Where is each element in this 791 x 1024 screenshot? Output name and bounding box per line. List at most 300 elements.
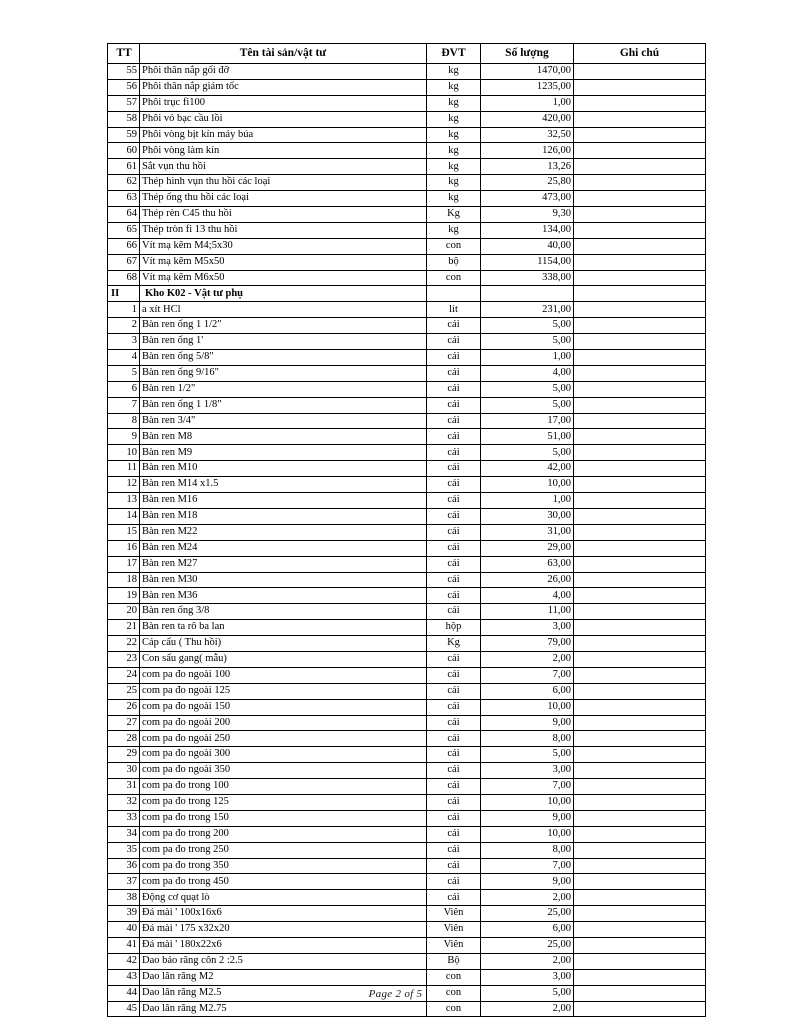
- cell-qty: 8,00: [481, 842, 574, 858]
- cell-note: [574, 667, 706, 683]
- cell-unit: Kg: [427, 207, 481, 223]
- cell-name: com pa đo trong 350: [140, 858, 427, 874]
- table-row: [108, 318, 706, 334]
- cell-qty: 1154,00: [481, 254, 574, 270]
- table-section-row: [108, 286, 706, 302]
- cell-tt: 31: [108, 779, 140, 795]
- cell-tt: 41: [108, 937, 140, 953]
- table-row: [108, 191, 706, 207]
- cell-name: Bàn ren M18: [140, 508, 427, 524]
- cell-note: [574, 175, 706, 191]
- cell-qty: 4,00: [481, 588, 574, 604]
- table-row: [108, 175, 706, 191]
- table-row: [108, 794, 706, 810]
- cell-note: [574, 604, 706, 620]
- cell-name: Đá mài ' 100x16x6: [140, 906, 427, 922]
- cell-note: [574, 286, 706, 302]
- cell-unit: cái: [427, 445, 481, 461]
- cell-tt: 4: [108, 350, 140, 366]
- cell-tt: 65: [108, 222, 140, 238]
- inventory-table-container: [107, 43, 705, 1017]
- cell-name: Phôi vỏ bạc cầu lồi: [140, 111, 427, 127]
- cell-qty: 5,00: [481, 985, 574, 1001]
- table-row: [108, 922, 706, 938]
- cell-unit: cái: [427, 477, 481, 493]
- cell-name: Bàn ren M10: [140, 461, 427, 477]
- cell-name: com pa đo ngoài 300: [140, 747, 427, 763]
- cell-tt: 42: [108, 953, 140, 969]
- cell-tt: 28: [108, 731, 140, 747]
- cell-tt: 21: [108, 620, 140, 636]
- cell-tt: 30: [108, 763, 140, 779]
- cell-name: Bàn ren M14 x1.5: [140, 477, 427, 493]
- cell-note: [574, 826, 706, 842]
- cell-tt: 7: [108, 397, 140, 413]
- table-row: [108, 95, 706, 111]
- cell-unit: cái: [427, 858, 481, 874]
- table-row: [108, 699, 706, 715]
- cell-note: [574, 508, 706, 524]
- cell-unit: cái: [427, 683, 481, 699]
- cell-unit: cái: [427, 763, 481, 779]
- cell-name: Thép tròn fi 13 thu hồi: [140, 222, 427, 238]
- cell-note: [574, 111, 706, 127]
- cell-note: [574, 731, 706, 747]
- table-row: [108, 207, 706, 223]
- cell-tt: 36: [108, 858, 140, 874]
- cell-tt: 32: [108, 794, 140, 810]
- cell-unit: cái: [427, 318, 481, 334]
- cell-qty: 11,00: [481, 604, 574, 620]
- table-row: [108, 604, 706, 620]
- cell-qty: 10,00: [481, 794, 574, 810]
- cell-qty: 1470,00: [481, 64, 574, 80]
- cell-tt: 3: [108, 334, 140, 350]
- cell-tt: 24: [108, 667, 140, 683]
- cell-unit: cái: [427, 572, 481, 588]
- table-body: [108, 64, 706, 1017]
- cell-note: [574, 620, 706, 636]
- cell-name: a xít HCl: [140, 302, 427, 318]
- cell-note: [574, 365, 706, 381]
- cell-qty: 8,00: [481, 731, 574, 747]
- cell-unit: bộ: [427, 254, 481, 270]
- cell-qty: 473,00: [481, 191, 574, 207]
- cell-tt: 37: [108, 874, 140, 890]
- cell-tt: 35: [108, 842, 140, 858]
- cell-tt: 16: [108, 540, 140, 556]
- table-row: [108, 556, 706, 572]
- cell-tt: 15: [108, 524, 140, 540]
- cell-tt: 44: [108, 985, 140, 1001]
- cell-qty: 7,00: [481, 667, 574, 683]
- cell-unit: Viên: [427, 937, 481, 953]
- cell-name: Bàn ren M30: [140, 572, 427, 588]
- cell-name: Cáp cẩu ( Thu hồi): [140, 636, 427, 652]
- cell-note: [574, 969, 706, 985]
- cell-name: Bàn ren ta rô ba lan: [140, 620, 427, 636]
- cell-note: [574, 890, 706, 906]
- cell-tt: 55: [108, 64, 140, 80]
- cell-note: [574, 493, 706, 509]
- cell-qty: 2,00: [481, 651, 574, 667]
- cell-note: [574, 540, 706, 556]
- cell-unit: kg: [427, 95, 481, 111]
- cell-note: [574, 858, 706, 874]
- table-row: [108, 651, 706, 667]
- column-header-unit: ĐVT: [427, 44, 481, 64]
- cell-name: com pa đo trong 125: [140, 794, 427, 810]
- cell-tt: 43: [108, 969, 140, 985]
- cell-unit: [427, 286, 481, 302]
- cell-note: [574, 572, 706, 588]
- cell-name: Dao lăn răng M2: [140, 969, 427, 985]
- cell-tt: 9: [108, 429, 140, 445]
- cell-qty: 134,00: [481, 222, 574, 238]
- table-row: [108, 350, 706, 366]
- cell-tt: 33: [108, 810, 140, 826]
- cell-name: Bàn ren ống 1 1/8": [140, 397, 427, 413]
- cell-qty: 42,00: [481, 461, 574, 477]
- cell-qty: 3,00: [481, 620, 574, 636]
- cell-note: [574, 79, 706, 95]
- table-row: [108, 588, 706, 604]
- table-row: [108, 461, 706, 477]
- cell-unit: kg: [427, 191, 481, 207]
- cell-unit: con: [427, 1001, 481, 1017]
- cell-qty: 40,00: [481, 238, 574, 254]
- cell-qty: 1235,00: [481, 79, 574, 95]
- cell-name: com pa đo trong 250: [140, 842, 427, 858]
- cell-qty: 25,00: [481, 937, 574, 953]
- cell-name: Bàn ren ống 3/8: [140, 604, 427, 620]
- cell-qty: 3,00: [481, 969, 574, 985]
- cell-note: [574, 64, 706, 80]
- cell-tt: 6: [108, 381, 140, 397]
- cell-unit: kg: [427, 159, 481, 175]
- cell-qty: 2,00: [481, 1001, 574, 1017]
- cell-note: [574, 906, 706, 922]
- cell-tt: 23: [108, 651, 140, 667]
- cell-qty: 5,00: [481, 334, 574, 350]
- cell-unit: cái: [427, 413, 481, 429]
- cell-qty: 9,30: [481, 207, 574, 223]
- cell-tt: 62: [108, 175, 140, 191]
- cell-unit: cái: [427, 556, 481, 572]
- cell-qty: 5,00: [481, 397, 574, 413]
- cell-tt: 13: [108, 493, 140, 509]
- cell-note: [574, 445, 706, 461]
- cell-tt: 20: [108, 604, 140, 620]
- cell-tt: 25: [108, 683, 140, 699]
- cell-unit: cái: [427, 794, 481, 810]
- cell-name: Phôi trục fi100: [140, 95, 427, 111]
- cell-unit: cái: [427, 493, 481, 509]
- cell-note: [574, 937, 706, 953]
- cell-note: [574, 159, 706, 175]
- cell-qty: 63,00: [481, 556, 574, 572]
- cell-unit: lít: [427, 302, 481, 318]
- cell-tt: 5: [108, 365, 140, 381]
- cell-name: Kho K02 - Vật tư phụ: [140, 286, 427, 302]
- cell-note: [574, 715, 706, 731]
- cell-qty: 79,00: [481, 636, 574, 652]
- cell-note: [574, 334, 706, 350]
- cell-unit: kg: [427, 79, 481, 95]
- table-row: [108, 127, 706, 143]
- cell-name: Bàn ren ống 5/8": [140, 350, 427, 366]
- table-row: [108, 969, 706, 985]
- cell-name: Bàn ren M22: [140, 524, 427, 540]
- cell-qty: 9,00: [481, 810, 574, 826]
- cell-name: Bàn ren M24: [140, 540, 427, 556]
- cell-name: Bàn ren M8: [140, 429, 427, 445]
- cell-tt: 27: [108, 715, 140, 731]
- cell-name: Con sấu gang( mẫu): [140, 651, 427, 667]
- cell-qty: 25,00: [481, 906, 574, 922]
- cell-note: [574, 953, 706, 969]
- cell-note: [574, 556, 706, 572]
- cell-name: Phôi vòng làm kín: [140, 143, 427, 159]
- cell-qty: 26,00: [481, 572, 574, 588]
- cell-name: com pa đo trong 150: [140, 810, 427, 826]
- cell-tt: 56: [108, 79, 140, 95]
- column-header-note: Ghi chú: [574, 44, 706, 64]
- table-row: [108, 238, 706, 254]
- cell-qty: 338,00: [481, 270, 574, 286]
- table-row: [108, 620, 706, 636]
- cell-unit: con: [427, 270, 481, 286]
- cell-name: Dao lăn răng M2.75: [140, 1001, 427, 1017]
- cell-note: [574, 429, 706, 445]
- cell-unit: cái: [427, 461, 481, 477]
- cell-name: com pa đo ngoài 125: [140, 683, 427, 699]
- cell-note: [574, 763, 706, 779]
- cell-qty: 7,00: [481, 779, 574, 795]
- cell-unit: cái: [427, 508, 481, 524]
- cell-tt: 2: [108, 318, 140, 334]
- cell-name: Bàn ren 1/2": [140, 381, 427, 397]
- table-row: [108, 79, 706, 95]
- cell-tt: 61: [108, 159, 140, 175]
- cell-note: [574, 747, 706, 763]
- cell-qty: 32,50: [481, 127, 574, 143]
- cell-qty: 126,00: [481, 143, 574, 159]
- cell-unit: cái: [427, 842, 481, 858]
- cell-name: Dao bảo răng côn 2 :2.5: [140, 953, 427, 969]
- cell-name: Vít mạ kẽm M5x50: [140, 254, 427, 270]
- cell-name: com pa đo ngoài 100: [140, 667, 427, 683]
- cell-note: [574, 413, 706, 429]
- cell-note: [574, 524, 706, 540]
- cell-note: [574, 588, 706, 604]
- cell-tt: 63: [108, 191, 140, 207]
- cell-qty: 30,00: [481, 508, 574, 524]
- cell-note: [574, 238, 706, 254]
- cell-unit: cái: [427, 667, 481, 683]
- cell-name: Vít mạ kẽm M4;5x30: [140, 238, 427, 254]
- table-row: [108, 636, 706, 652]
- cell-unit: cái: [427, 651, 481, 667]
- column-header-qty: Số lượng: [481, 44, 574, 64]
- table-row: [108, 270, 706, 286]
- cell-tt: 34: [108, 826, 140, 842]
- table-row: [108, 397, 706, 413]
- table-row: [108, 906, 706, 922]
- cell-note: [574, 127, 706, 143]
- cell-note: [574, 397, 706, 413]
- cell-name: com pa đo trong 200: [140, 826, 427, 842]
- cell-unit: con: [427, 985, 481, 1001]
- cell-name: Bàn ren M16: [140, 493, 427, 509]
- cell-note: [574, 207, 706, 223]
- cell-note: [574, 302, 706, 318]
- cell-name: com pa đo ngoài 150: [140, 699, 427, 715]
- table-row: [108, 540, 706, 556]
- cell-note: [574, 143, 706, 159]
- cell-qty: 1,00: [481, 493, 574, 509]
- cell-unit: cái: [427, 350, 481, 366]
- cell-qty: 3,00: [481, 763, 574, 779]
- cell-qty: 6,00: [481, 683, 574, 699]
- cell-qty: 31,00: [481, 524, 574, 540]
- cell-unit: kg: [427, 64, 481, 80]
- cell-note: [574, 794, 706, 810]
- cell-tt: 59: [108, 127, 140, 143]
- cell-name: Bàn ren ống 1 1/2": [140, 318, 427, 334]
- cell-qty: 10,00: [481, 699, 574, 715]
- cell-note: [574, 95, 706, 111]
- cell-qty: 2,00: [481, 953, 574, 969]
- cell-tt: 64: [108, 207, 140, 223]
- cell-tt: II: [108, 286, 140, 302]
- cell-tt: 45: [108, 1001, 140, 1017]
- table-row: [108, 429, 706, 445]
- table-row: [108, 810, 706, 826]
- cell-unit: cái: [427, 604, 481, 620]
- cell-tt: 18: [108, 572, 140, 588]
- cell-unit: cái: [427, 699, 481, 715]
- table-row: [108, 858, 706, 874]
- cell-name: Bàn ren M36: [140, 588, 427, 604]
- cell-qty: 231,00: [481, 302, 574, 318]
- table-row: [108, 842, 706, 858]
- table-row: [108, 779, 706, 795]
- cell-name: Đá mài ' 180x22x6: [140, 937, 427, 953]
- table-row: [108, 413, 706, 429]
- cell-name: com pa đo trong 100: [140, 779, 427, 795]
- cell-unit: cái: [427, 524, 481, 540]
- cell-tt: 29: [108, 747, 140, 763]
- cell-unit: Bộ: [427, 953, 481, 969]
- table-row: [108, 524, 706, 540]
- cell-unit: kg: [427, 222, 481, 238]
- table-row: [108, 683, 706, 699]
- cell-tt: 14: [108, 508, 140, 524]
- table-row: [108, 763, 706, 779]
- table-row: [108, 302, 706, 318]
- cell-qty: 4,00: [481, 365, 574, 381]
- table-row: [108, 143, 706, 159]
- cell-qty: 25,80: [481, 175, 574, 191]
- cell-note: [574, 810, 706, 826]
- cell-unit: Viên: [427, 906, 481, 922]
- cell-name: Bàn ren 3/4": [140, 413, 427, 429]
- cell-tt: 1: [108, 302, 140, 318]
- cell-unit: cái: [427, 779, 481, 795]
- table-row: [108, 111, 706, 127]
- cell-unit: Kg: [427, 636, 481, 652]
- cell-tt: 26: [108, 699, 140, 715]
- cell-qty: 51,00: [481, 429, 574, 445]
- cell-unit: cái: [427, 715, 481, 731]
- cell-name: Đá mài ' 175 x32x20: [140, 922, 427, 938]
- cell-qty: 7,00: [481, 858, 574, 874]
- cell-unit: kg: [427, 127, 481, 143]
- cell-unit: kg: [427, 143, 481, 159]
- cell-qty: 5,00: [481, 445, 574, 461]
- cell-name: Vít mạ kẽm M6x50: [140, 270, 427, 286]
- cell-note: [574, 842, 706, 858]
- cell-name: Dao lăn răng M2.5: [140, 985, 427, 1001]
- cell-note: [574, 874, 706, 890]
- cell-unit: cái: [427, 874, 481, 890]
- cell-unit: cái: [427, 397, 481, 413]
- cell-name: Sắt vụn thu hồi: [140, 159, 427, 175]
- cell-name: Bàn ren M27: [140, 556, 427, 572]
- cell-note: [574, 191, 706, 207]
- table-row: [108, 334, 706, 350]
- cell-tt: 38: [108, 890, 140, 906]
- table-row: [108, 826, 706, 842]
- cell-tt: 68: [108, 270, 140, 286]
- table-row: [108, 715, 706, 731]
- cell-note: [574, 381, 706, 397]
- table-row: [108, 381, 706, 397]
- table-row: [108, 667, 706, 683]
- table-row: [108, 159, 706, 175]
- cell-tt: 10: [108, 445, 140, 461]
- cell-tt: 40: [108, 922, 140, 938]
- cell-qty: 10,00: [481, 477, 574, 493]
- cell-unit: kg: [427, 111, 481, 127]
- cell-note: [574, 318, 706, 334]
- cell-tt: 12: [108, 477, 140, 493]
- cell-note: [574, 350, 706, 366]
- cell-note: [574, 651, 706, 667]
- inventory-table: [107, 43, 706, 1017]
- table-header-row: [108, 44, 706, 64]
- cell-qty: 17,00: [481, 413, 574, 429]
- cell-unit: cái: [427, 731, 481, 747]
- cell-qty: 9,00: [481, 715, 574, 731]
- cell-tt: 39: [108, 906, 140, 922]
- cell-tt: 67: [108, 254, 140, 270]
- cell-unit: cái: [427, 540, 481, 556]
- cell-unit: cái: [427, 365, 481, 381]
- table-row: [108, 572, 706, 588]
- table-row: [108, 222, 706, 238]
- cell-note: [574, 222, 706, 238]
- cell-name: com pa đo ngoài 350: [140, 763, 427, 779]
- cell-unit: cái: [427, 334, 481, 350]
- cell-note: [574, 779, 706, 795]
- cell-qty: 1,00: [481, 350, 574, 366]
- table-row: [108, 477, 706, 493]
- cell-name: Động cơ quạt lò: [140, 890, 427, 906]
- cell-unit: cái: [427, 381, 481, 397]
- cell-unit: cái: [427, 429, 481, 445]
